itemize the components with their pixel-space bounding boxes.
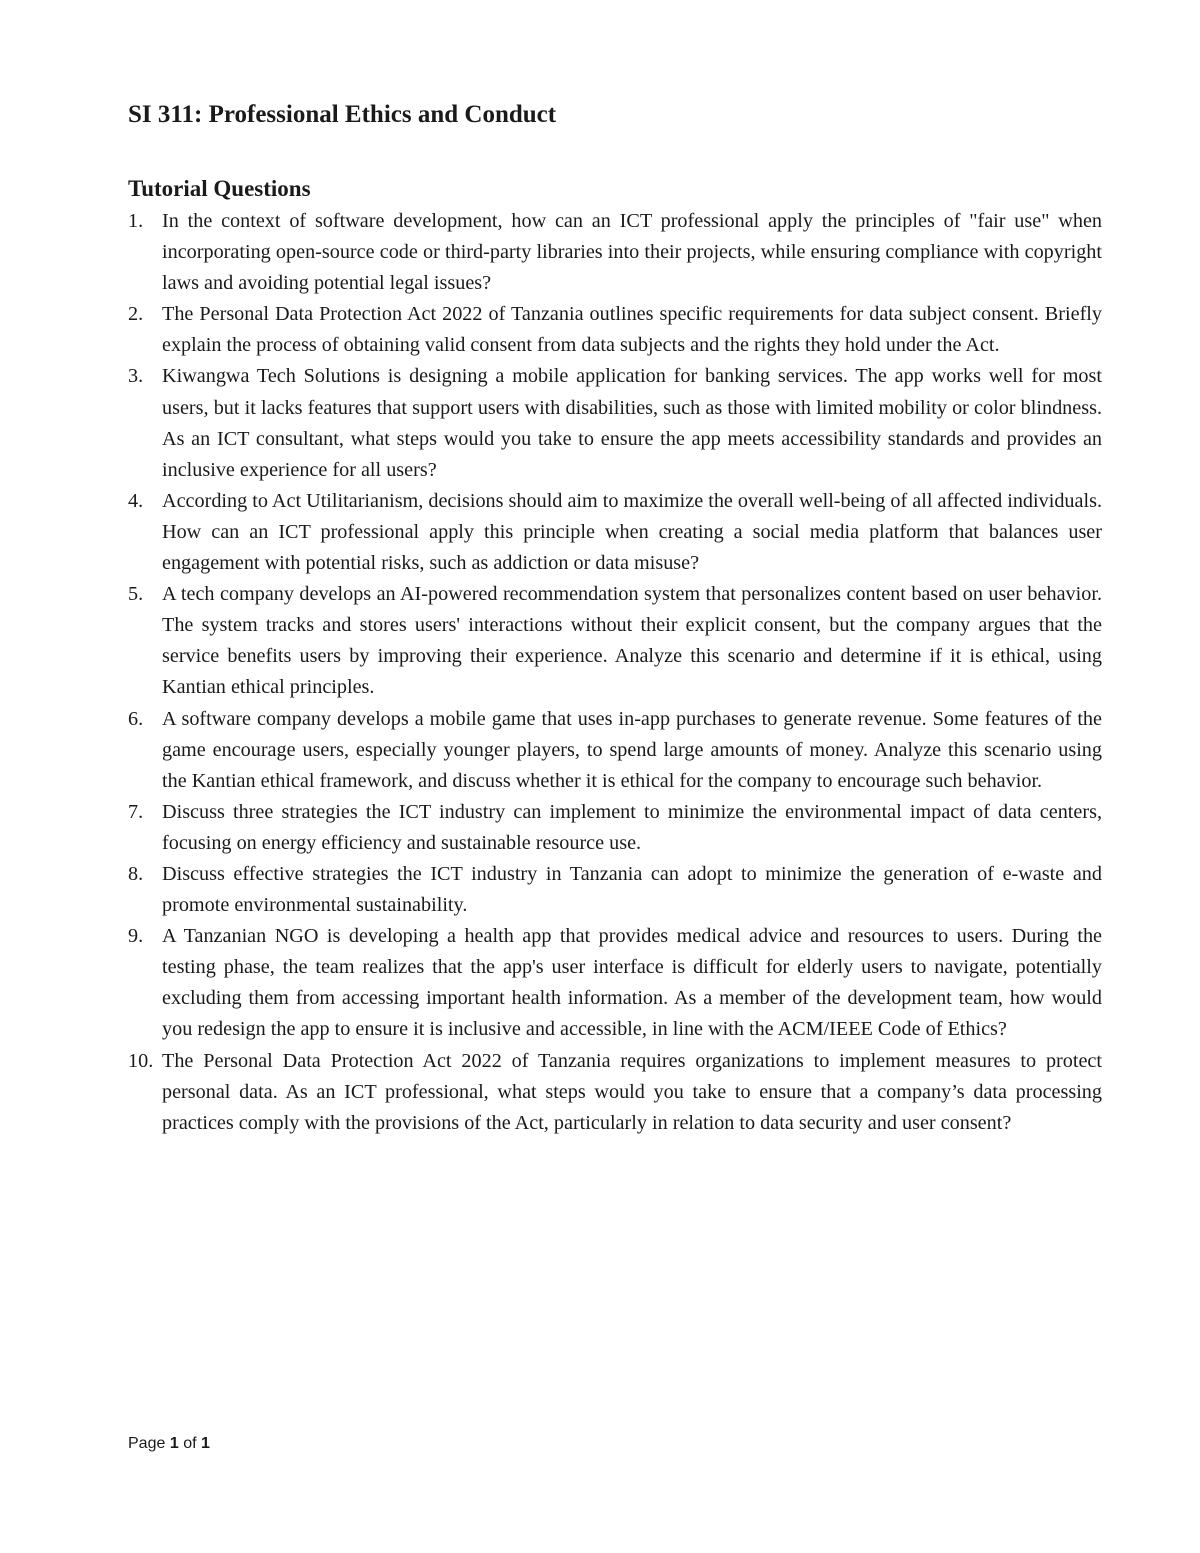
question-text: According to Act Utilitarianism, decisions should aim to maximize the overall well-being of all affected individuals. How can an ICT professional apply this principle when creating a social media platform that balances user engagement with potential risks, such as addiction or data misuse? [162,489,1102,575]
of-label: of [183,1435,197,1452]
question-text: In the context of software development, how can an ICT professional apply the principles of "fair use" when incorporating open-source code or third-party libraries into their projects, while ensuring compliance with copyright laws and avoiding potential legal issues? [162,210,1102,295]
question-text: Kiwangwa Tech Solutions is designing a mobile application for banking services. The app works well for most users, but it lacks features that support users with disabilities, such as those with limited mobility or color blindness. As an ICT consultant, what steps would you take to ensure the app meets accessibility standards and provides an inclusive experience for all users? [162,365,1102,481]
question-item-2 [128,299,1102,361]
question-number: 8. [128,862,144,885]
question-number: 3. [128,365,144,388]
question-number: 1. [128,210,144,232]
question-number: 9. [128,925,144,948]
question-item-9 [128,921,1102,1045]
question-text: The Personal Data Protection Act 2022 of Tanzania outlines specific requirements for data subject consent. Briefly explain the process of obtaining valid consent from data subjects and the rights they hold under the Act. [162,303,1102,357]
page-label: Page [128,1435,166,1452]
question-item-8 [128,859,1102,921]
question-item-7 [128,797,1102,859]
question-number: 7. [128,800,144,823]
total-pages-number: 1 [200,1435,210,1452]
question-text: The Personal Data Protection Act 2022 of Tanzania requires organizations to implement measures to protect personal data. As an ICT professional, what steps would you take to ensure that a company’s data processing practices comply with the provisions of the Act, particularly in relation to data security and user consent? [162,1049,1102,1134]
document-title: SI 311: Professional Ethics and Conduct [128,101,557,128]
question-number: 6. [128,707,144,730]
question-item-10 [128,1046,1102,1139]
question-text: A software company develops a mobile game that uses in-app purchases to generate revenue. Some features of the game encourage users, especially younger players, to spend large amounts of money. Analyze this scenario using the Kantian ethical framework, and discuss whether it is ethical for the company to encourage such behavior. [162,707,1102,792]
section-heading: Tutorial Questions [128,176,311,201]
question-list [128,206,1102,1139]
question-item-5 [128,579,1102,703]
current-page-number: 1 [169,1435,179,1452]
question-item-3 [128,361,1102,485]
question-number: 5. [128,583,144,606]
question-text: A tech company develops an AI-powered recommendation system that personalizes content based on user behavior. The system tracks and stores users' interactions without their explicit consent, but the company argues that the service benefits users by improving their experience. Analyze this scenario and determine if it is ethical, using Kantian ethical principles. [162,583,1102,699]
page-footer [128,1430,210,1458]
question-text: Discuss effective strategies the ICT industry in Tanzania can adopt to minimize the generation of e-waste and promote environmental sustainability. [162,862,1102,917]
question-number: 10. [128,1049,154,1072]
question-text: Discuss three strategies the ICT industry can implement to minimize the environmental impact of data centers, focusing on energy efficiency and sustainable resource use. [162,800,1102,854]
question-text: A Tanzanian NGO is developing a health app that provides medical advice and resources to users. During the testing phase, the team realizes that the app's user interface is difficult for elderly users to navigate, potentially excluding them from accessing important health information. As a member of the development team, how would you redesign the app to ensure it is inclusive and accessible, in line with the ACM/IEEE Code of Ethics? [162,925,1102,1041]
question-item-4 [128,486,1102,579]
question-item-1 [128,206,1102,299]
question-number: 4. [128,489,144,512]
question-number: 2. [128,303,144,326]
question-item-6 [128,704,1102,797]
